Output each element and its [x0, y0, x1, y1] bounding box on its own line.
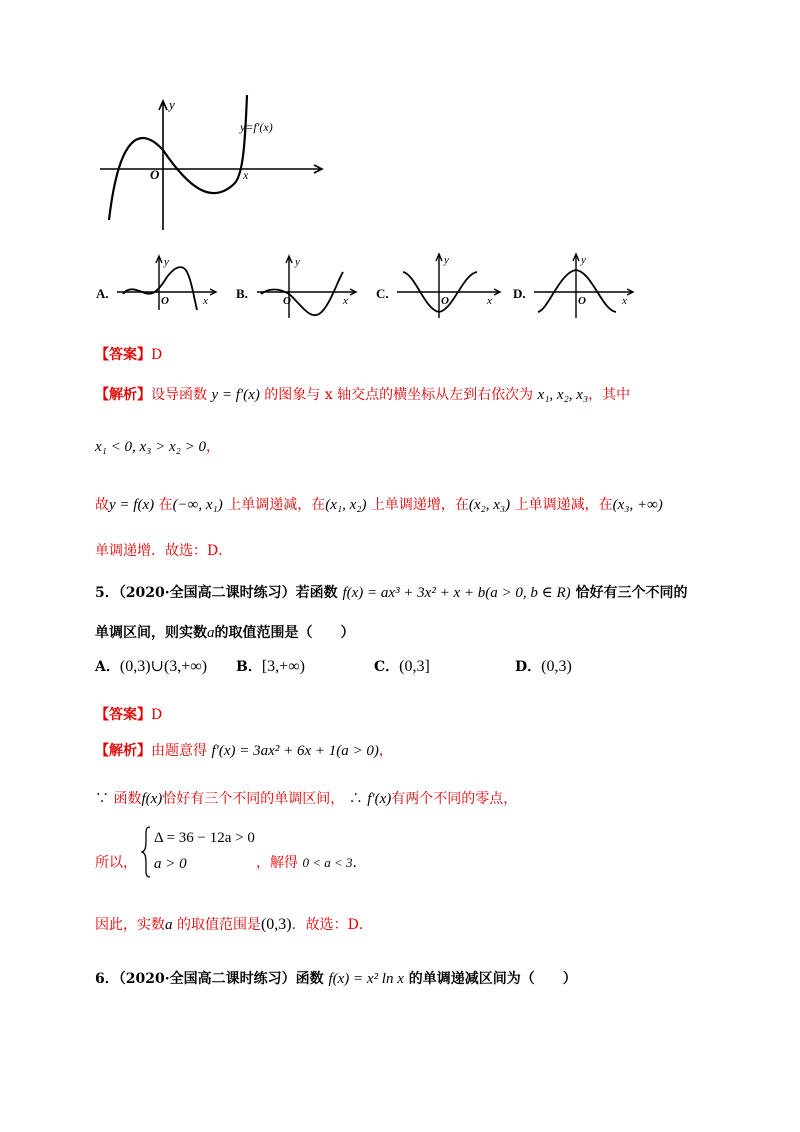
q5-stem-line2: [95, 622, 355, 642]
choice-c-y: y: [444, 254, 449, 266]
text: 单调区间，则实数: [95, 625, 207, 641]
text: 上单调递减，在: [514, 497, 613, 513]
option-label: D．: [515, 659, 542, 675]
math: (−∞, x₁): [172, 497, 223, 513]
text: ．故选：D．: [291, 917, 373, 933]
choice-a-x: x: [203, 295, 208, 307]
text: 在: [158, 497, 173, 513]
q5-stem-line1: [95, 582, 688, 602]
math: y = f′(x): [211, 387, 260, 403]
system-eq1: Δ = 36 − 12a > 0: [154, 830, 255, 846]
choice-b-label: B.: [236, 286, 248, 301]
text: （2020·全国高二课时练习）函数: [118, 971, 324, 987]
q5-analysis-line3-tail: [256, 852, 367, 872]
math: 0 < a < 3: [302, 855, 353, 870]
text: ，解得: [256, 855, 298, 871]
text: 的取值范围是（ ）: [214, 625, 355, 641]
text: 上单调递增，在: [370, 497, 469, 513]
x-axis-label: x: [243, 168, 249, 182]
answer-value: D: [151, 707, 163, 723]
option-value: (0,3)∪(3,+∞): [119, 658, 208, 675]
choice-b-x: x: [343, 295, 348, 307]
choice-d-label: D.: [513, 286, 526, 301]
text: 有两个不同的零点，: [391, 791, 518, 807]
math: (x₂, x₃): [468, 497, 511, 513]
text: 恰好有三个不同的: [575, 585, 688, 601]
system-eq2: a > 0: [154, 856, 187, 872]
math: (x₃, +∞): [612, 497, 663, 513]
choice-c-label: C.: [376, 286, 389, 301]
choice-b-y: y: [295, 256, 300, 268]
q5-analysis-line1: [95, 740, 393, 760]
math: f(x) = x² ln x: [328, 971, 404, 987]
answer-tag: 【答案】: [95, 707, 151, 723]
text: ，: [378, 743, 393, 759]
option-value: (0,3): [541, 658, 572, 675]
option-value: (0,3]: [399, 658, 430, 675]
option-label: C．: [374, 659, 400, 675]
q4-answer: [95, 344, 162, 364]
text: （2020·全国高二课时练习）若函数: [118, 585, 338, 601]
q5-option-b: [236, 656, 305, 676]
answer-tag: 【答案】: [95, 347, 151, 363]
q4-analysis-line2: [95, 436, 220, 456]
text: 的单调递减区间为（ ）: [408, 971, 577, 987]
q5-option-d: [515, 656, 572, 676]
math: f(x) = ax³ + 3x² + x + b(a > 0, b ∈ R): [342, 585, 571, 601]
choice-d-o: O: [578, 295, 586, 307]
y-axis-label: y: [169, 97, 175, 112]
text: 的图象与 x 轴交点的横坐标从左到右依次为: [264, 387, 534, 403]
choice-c-x: x: [487, 295, 492, 307]
derivative-curve: [109, 95, 247, 220]
math: f(x): [141, 791, 163, 807]
origin-label: O: [150, 167, 160, 182]
math: (x₁, x₂): [325, 497, 367, 513]
option-label: B．: [236, 659, 262, 675]
q5-analysis-line2: [95, 788, 517, 808]
curve-label: y=f′(x): [240, 120, 273, 134]
main-derivative-graph: [95, 95, 335, 235]
q5-analysis-line4: [95, 914, 373, 934]
text: 上单调递减，在: [227, 497, 326, 513]
system-brace: [141, 826, 151, 878]
text: 由题意得: [151, 743, 207, 759]
math: x₁, x₂, x₃: [537, 387, 589, 403]
math: a: [165, 917, 173, 933]
text: 设导函数: [151, 387, 207, 403]
text: 因此，实数: [95, 917, 165, 933]
choice-a-graph: [115, 252, 220, 312]
choice-c-o: O: [441, 295, 449, 307]
text: ，其中: [588, 387, 631, 403]
q4-analysis-line3: [95, 494, 663, 514]
option-value: [3,+∞): [261, 658, 305, 675]
q5-analysis-prefix: 所以，: [95, 855, 137, 871]
math: f′(x) = 3ax² + 6x + 1(a > 0): [211, 743, 379, 759]
choice-c-graph: [395, 250, 505, 320]
choice-d-graph: [532, 250, 642, 320]
because-symbol: ∵: [95, 791, 109, 807]
text: ．: [352, 855, 367, 871]
math: y = f(x): [109, 497, 155, 513]
choice-a-label: A.: [96, 286, 109, 301]
choice-a-y: y: [164, 256, 169, 268]
q5-option-c: [374, 656, 430, 676]
text: 恰好有三个不同的单调区间，: [162, 791, 345, 807]
q5-answer: [95, 704, 162, 724]
choice-b-o: O: [283, 295, 291, 307]
math: a: [207, 625, 215, 641]
q5-option-a: [95, 656, 207, 676]
question-number: 6．: [95, 971, 119, 987]
math: f′(x): [367, 791, 392, 807]
choice-d-x: x: [622, 295, 627, 307]
q6-stem: [95, 968, 577, 988]
q4-analysis-line1: [95, 384, 630, 404]
text: 故: [95, 497, 109, 513]
text: 函数: [113, 791, 142, 807]
math: x₁ < 0, x₃ > x₂ > 0: [95, 439, 206, 455]
therefore-symbol: ∴: [348, 791, 363, 807]
q4-analysis-line4: 单调递增．故选：D．: [95, 543, 233, 559]
text: ，: [205, 439, 220, 455]
answer-value: D: [151, 347, 163, 363]
choice-a-o: O: [161, 295, 169, 307]
option-label: A．: [95, 659, 120, 675]
text: 的取值范围是: [176, 917, 261, 933]
math: (0,3): [260, 916, 292, 933]
question-number: 5．: [95, 585, 119, 601]
analysis-tag: 【解析】: [95, 743, 151, 759]
choice-d-y: y: [581, 254, 586, 266]
choice-b-graph: [255, 252, 360, 322]
analysis-tag: 【解析】: [95, 387, 151, 403]
